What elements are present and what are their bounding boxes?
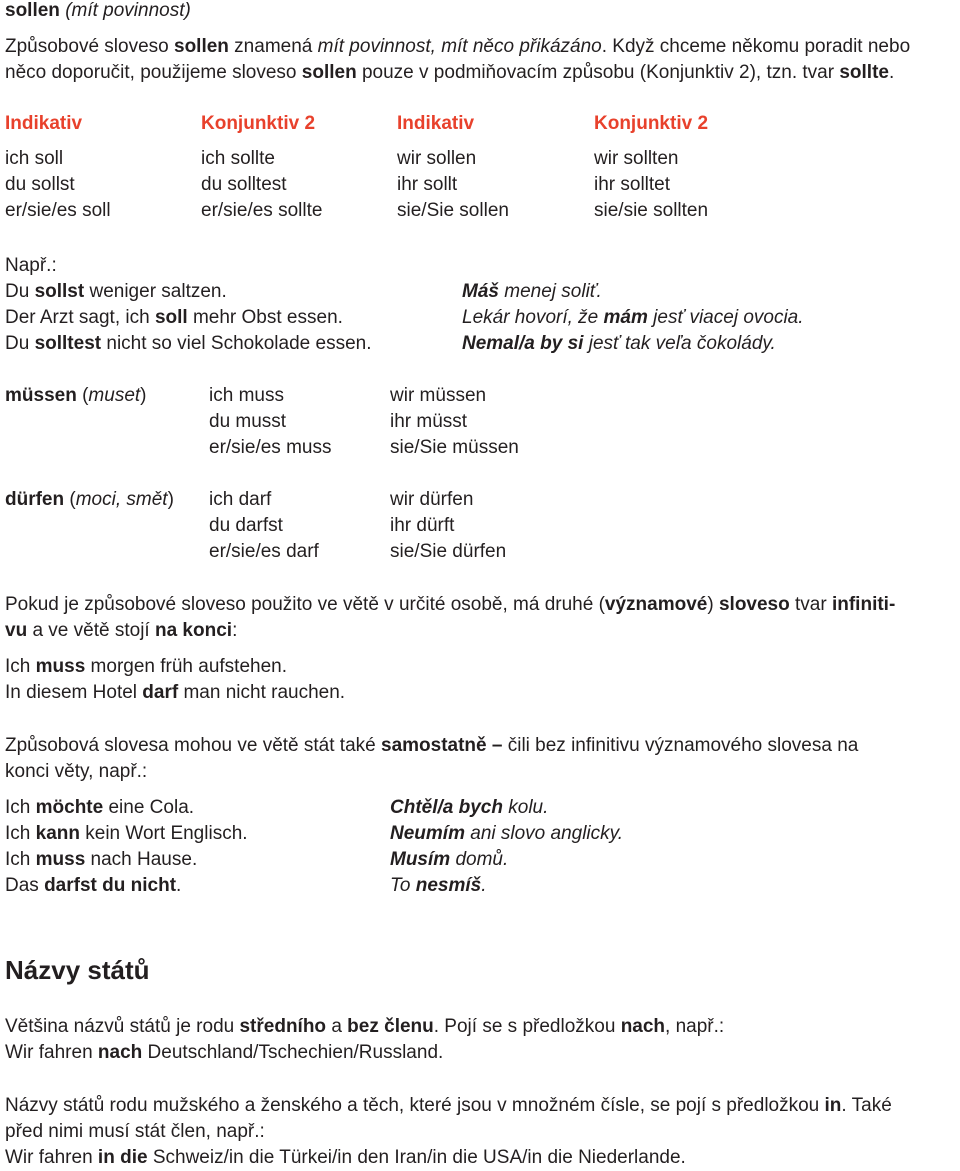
example-row (5, 795, 955, 821)
example-german: Ich kann kein Wort Englisch. (5, 823, 248, 844)
verb-form: er/sie/es muss (209, 437, 332, 458)
sollen-intro-line2: něco doporučit, použijeme sloveso sollen pouze v podmiňovacím způsobu (Konjunktiv 2), tzn. tvar sollte. (5, 62, 895, 83)
section-title: Názvy států (5, 955, 150, 985)
verb-row (5, 513, 955, 539)
sollen-title (5, 0, 191, 24)
verb-row (5, 383, 955, 409)
states-p1-line1: Většina názvů států je rodu středního a bez členu. Pojí se s předložkou nach, např.: (5, 1016, 725, 1037)
table-cell: ihr solltet (594, 174, 671, 195)
verb-heading: dürfen (moci, smět) (5, 489, 174, 510)
table-row (5, 172, 960, 198)
example-row (5, 305, 955, 331)
example-german: Du solltest nicht so viel Schokolade essen. (5, 333, 372, 354)
example-czech: To nesmíš. (390, 875, 487, 896)
example-german: Das darfst du nicht. (5, 875, 182, 896)
states-p2-line3: Wir fahren in die Schweiz/in die Türkei/in den Iran/in die USA/in die Niederlande. (5, 1147, 686, 1168)
example-german: Du sollst weniger saltzen. (5, 281, 227, 302)
table-row (5, 198, 960, 224)
table-cell: sie/sie sollten (594, 200, 709, 221)
example-czech: Chtěl/a bych kolu. (390, 797, 549, 818)
rule-line2: vu a ve větě stojí na konci: (5, 620, 238, 641)
verb-form: ich darf (209, 489, 272, 510)
example-german: Ich möchte eine Cola. (5, 797, 195, 818)
sollen-conjugation-table (5, 111, 960, 137)
standalone-line2: konci věty, např.: (5, 761, 148, 782)
states-p1-line2: Wir fahren nach Deutschland/Tschechien/Russland. (5, 1042, 444, 1063)
states-p2-line1: Názvy států rodu mužského a ženského a těch, které jsou v množném čísle, se pojí s předložkou in. Také (5, 1095, 892, 1116)
example-czech: Musím domů. (390, 849, 509, 870)
column-header: Konjunktiv 2 (201, 113, 316, 134)
verb-row (5, 409, 955, 435)
standalone-line1: Způsobová slovesa mohou ve větě stát také samostatně – čili bez infinitivu významového slovesa na (5, 735, 859, 756)
table-cell: ich sollte (201, 148, 275, 169)
rule-line1: Pokud je způsobové sloveso použito ve větě v určité osobě, má druhé (významové) sloveso tvar infiniti- (5, 594, 896, 615)
column-header: Indikativ (397, 113, 475, 134)
verb-row (5, 435, 955, 461)
table-cell: ihr sollt (397, 174, 458, 195)
verb-form: wir dürfen (390, 489, 474, 510)
table-header-row (5, 111, 960, 137)
table-cell: sie/Sie sollen (397, 200, 509, 221)
verb-form: sie/Sie dürfen (390, 541, 507, 562)
example-row (5, 873, 955, 899)
table-cell: ich soll (5, 148, 64, 169)
example-slovak: Lekár hovorí, že mám jesť viacej ovocia. (462, 307, 804, 328)
example-german: Der Arzt sagt, ich soll mehr Obst essen. (5, 307, 343, 328)
example-row (5, 279, 955, 305)
verb-form: du musst (209, 411, 287, 432)
states-p2-line2: před nimi musí stát člen, např.: (5, 1121, 265, 1142)
muessen-conjugation (5, 383, 955, 461)
verb-form: ihr dürft (390, 515, 455, 536)
table-cell: er/sie/es sollte (201, 200, 323, 221)
sollen-intro-line1: Způsobové sloveso sollen znamená mít povinnost, mít něco přikázáno. Když chceme někomu poradit nebo (5, 36, 911, 57)
verb-form: ich muss (209, 385, 284, 406)
verb-row (5, 539, 955, 565)
rule-example1: Ich muss morgen früh aufstehen. (5, 656, 288, 677)
verb-form: sie/Sie müssen (390, 437, 519, 458)
sollen-examples (5, 279, 955, 357)
column-header: Konjunktiv 2 (594, 113, 709, 134)
table-cell: du solltest (201, 174, 287, 195)
verb-form: wir müssen (390, 385, 487, 406)
standalone-examples (5, 795, 955, 899)
example-slovak: Nemal/a by si jesť tak veľa čokolády. (462, 333, 776, 354)
example-row (5, 821, 955, 847)
example-row (5, 331, 955, 357)
example-german: Ich muss nach Hause. (5, 849, 198, 870)
verb-meaning: (mít povinnost) (65, 0, 191, 21)
verb-form: er/sie/es darf (209, 541, 319, 562)
sollen-conjugation-rows (5, 146, 960, 224)
verb-row (5, 487, 955, 513)
duerfen-conjugation (5, 487, 955, 565)
example-slovak: Máš menej soliť. (462, 281, 602, 302)
column-header: Indikativ (5, 113, 83, 134)
table-cell: wir sollten (594, 148, 679, 169)
verb-form: du darfst (209, 515, 283, 536)
examples-label: Např.: (5, 255, 57, 276)
verb-form: ihr müsst (390, 411, 468, 432)
table-cell: wir sollen (397, 148, 477, 169)
rule-example2: In diesem Hotel darf man nicht rauchen. (5, 682, 346, 703)
example-czech: Neumím ani slovo anglicky. (390, 823, 624, 844)
example-row (5, 847, 955, 873)
table-row (5, 146, 960, 172)
table-cell: du sollst (5, 174, 75, 195)
verb-heading: müssen (muset) (5, 385, 147, 406)
verb-name: sollen (5, 0, 60, 21)
table-cell: er/sie/es soll (5, 200, 111, 221)
